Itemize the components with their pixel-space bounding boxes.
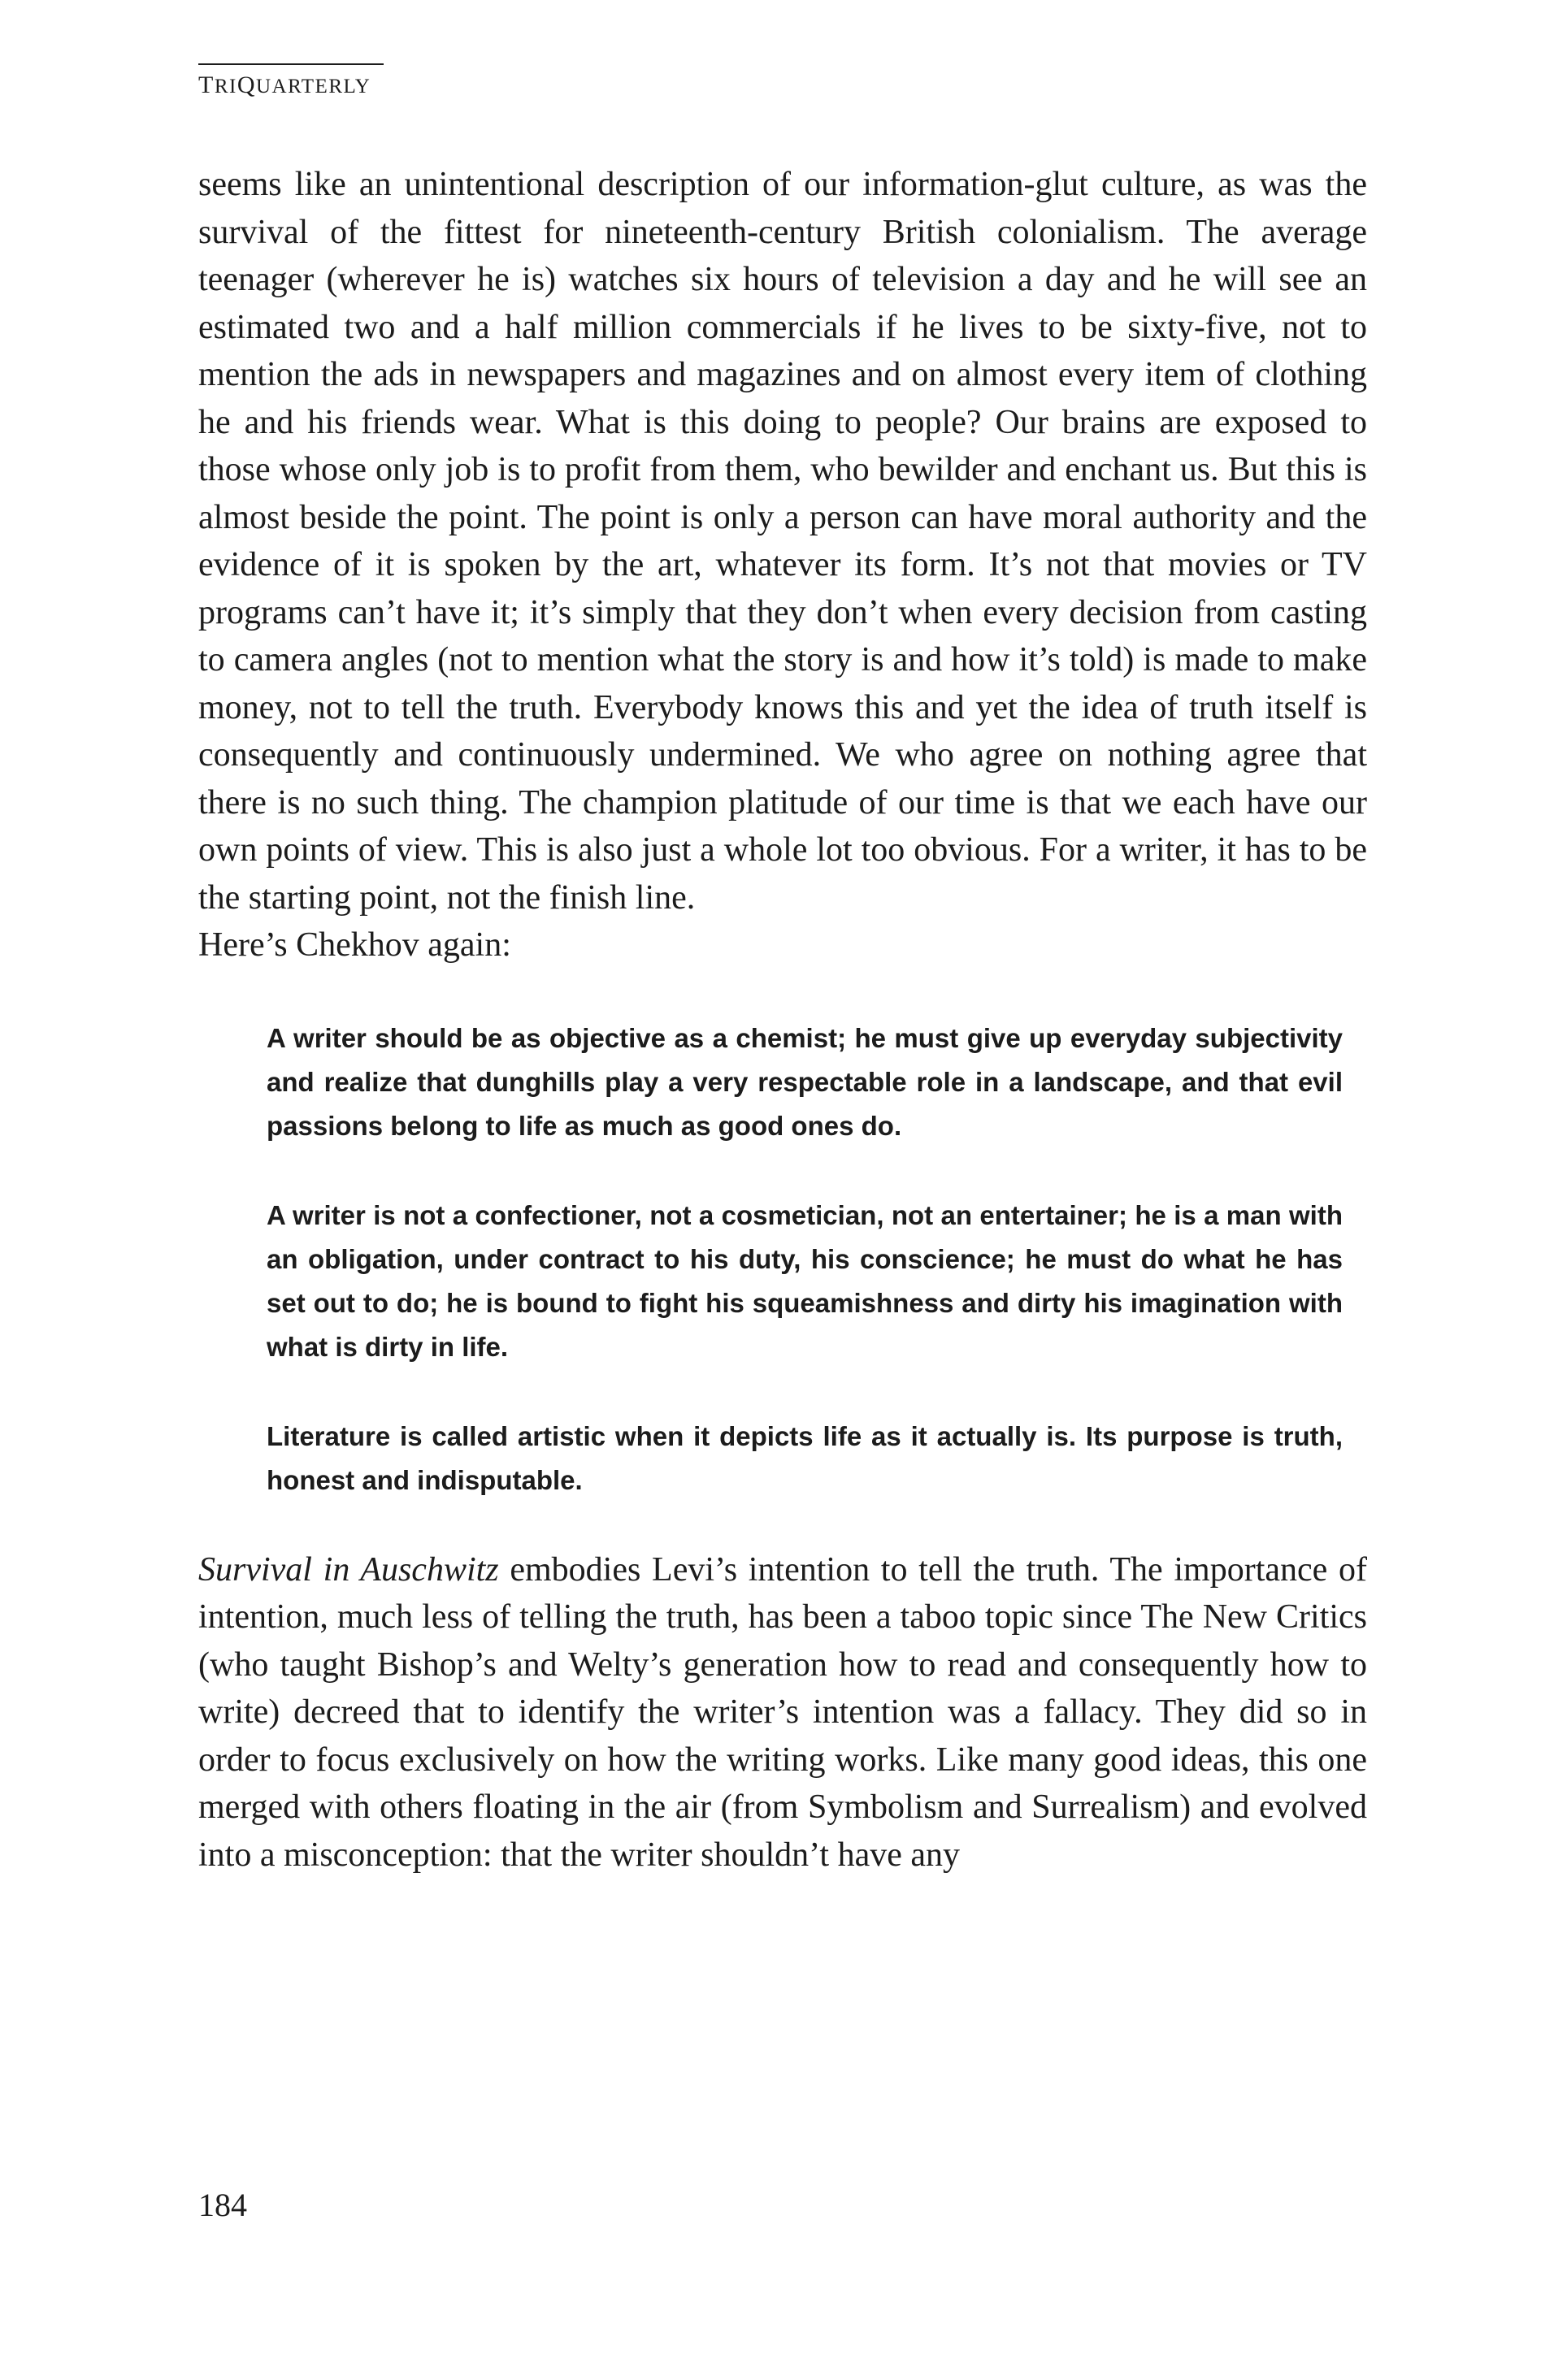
running-head-part-2: UARTERLY — [256, 76, 371, 98]
quote-3: Literature is called artistic when it depicts life as it actually is. Its purpose is truth, honest and indisputable. — [267, 1420, 1343, 1495]
paragraph-1: seems like an unintentional description of our information-glut culture, as was the survival of the fittest for nineteenth-century British colonialism. The average teenager (wherever he is) watches six hours of television a day and he will see an estimated two and a half million commercials if he lives to be sixty-five, not to mention the ads in newspapers and magazines and on almost every item of clothing he and his friends wear. What is this doing to people? Our brains are exposed to those whose only job is to profit from them, who bewilder and enchant us. But this is almost beside the point. The point is only a person can have moral authority and the evidence of it is spoken by the art, whatever its form. It’s not that movies or TV programs can’t have it; it’s simply that they don’t when every decision from casting to camera angles (not to mention what the story is and how it’s told) is made to make money, not to tell the truth. Everybody knows this and yet the idea of truth itself is consequently and continuously undermined. We who agree on nothing agree that there is no such thing. The champion platitude of our time is that we each have our own points of view. This is also just a whole lot too obvious. For a writer, it has to be the starting point, not the finish line. — [198, 166, 1367, 917]
paragraph-2: Here’s Chekhov again: — [198, 926, 511, 964]
page-number: 184 — [198, 2187, 247, 2223]
running-head — [198, 63, 384, 99]
paragraph-3 — [198, 1546, 1367, 1879]
running-head-q: Q — [237, 72, 256, 98]
quote-1: A writer should be as objective as a chemist; he must give up everyday subjectivity and realize that dunghills play a very respectable role in a landscape, and that evil passions belong to life as much as good ones do. — [267, 1022, 1343, 1141]
running-head-initial: T — [198, 72, 215, 98]
page-body — [198, 161, 1367, 1879]
chekhov-quotes — [267, 1017, 1343, 1502]
book-title: Survival in Auschwitz — [198, 1550, 499, 1589]
paragraph-3-text: embodies Levi’s intention to tell the truth. The importance of intention, much less of telling the truth, has been a taboo topic since The New Critics (who taught Bishop’s and Welty’s generation how to read and consequently how to write) decreed that to identify the writer’s intention was a fallacy. They did so in order to focus exclusively on how the writing works. Like many good ideas, this one merged with others floating in the air (from Symbolism and Surrealism) and evolved into a misconception: that the writer shouldn’t have any — [198, 1550, 1367, 1874]
quote-2: A writer is not a confectioner, not a cosmetician, not an entertainer; he is a man with an obligation, under contract to his duty, his conscience; he must do what he has set out to do; he is bound to fight his squeamishness and dirty his imagination with what is dirty in life. — [267, 1199, 1343, 1362]
running-head-part-1: RI — [214, 76, 237, 98]
